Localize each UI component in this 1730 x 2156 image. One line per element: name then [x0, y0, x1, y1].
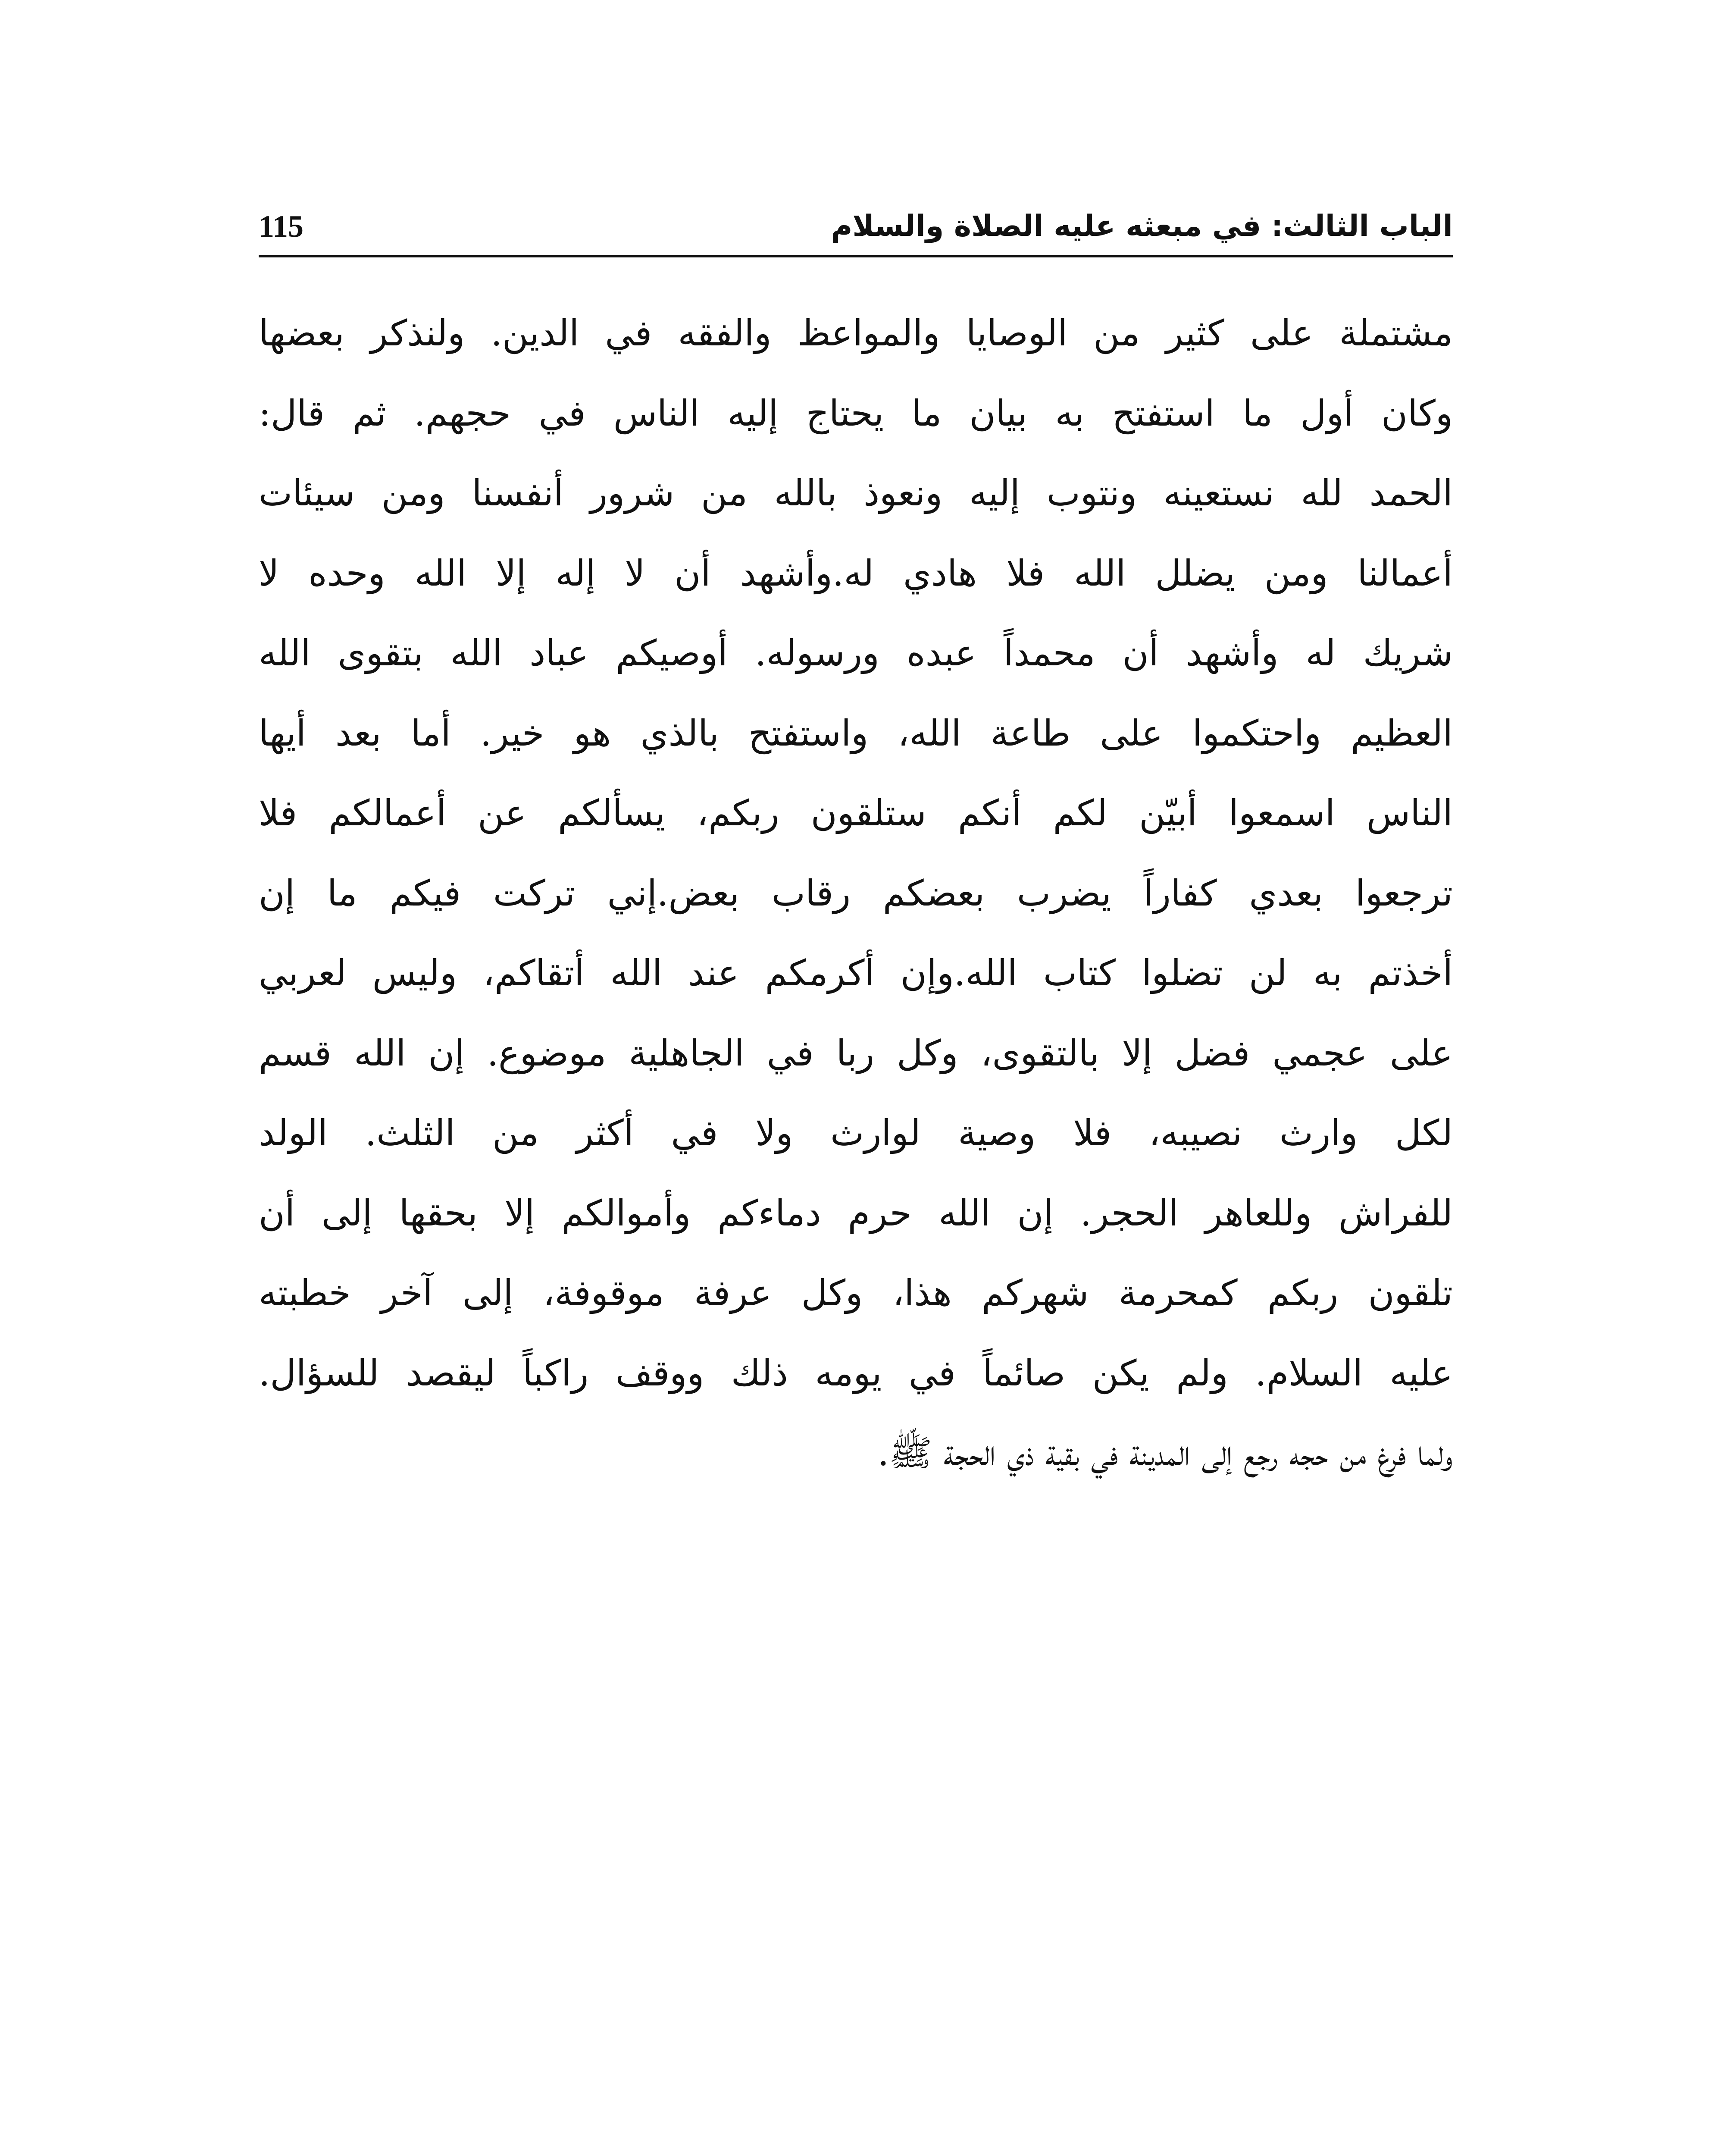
- page-number: 115: [259, 209, 304, 244]
- text-line: أعمالنا ومن يضلل الله فلا هادي له.وأشهد أن لا إله إلا الله وحده لا: [259, 552, 1453, 594]
- text-line: تلقون ربكم كمحرمة شهركم هذا، وكل عرفة موقوفة، إلى آخر خطبته: [259, 1272, 1453, 1314]
- text-line: الحمد لله نستعينه ونتوب إليه ونعوذ بالله من شرور أنفسنا ومن سيئات: [259, 472, 1453, 514]
- body-paragraph: [259, 293, 1453, 1493]
- text-line: مشتملة على كثير من الوصايا والمواعظ والفقه في الدين. ولنذكر بعضها: [259, 312, 1453, 354]
- text-line: ترجعوا بعدي كفاراً يضرب بعضكم رقاب بعض.إني تركت فيكم ما إن: [259, 872, 1453, 914]
- text-line: لكل وارث نصيبه، فلا وصية لوارث ولا في أكثر من الثلث. الولد: [259, 1112, 1453, 1154]
- text-line: شريك له وأشهد أن محمداً عبده ورسوله. أوصيكم عباد الله بتقوى الله: [259, 632, 1453, 674]
- text-line: العظيم واحتكموا على طاعة الله، واستفتح بالذي هو خير. أما بعد أيها: [259, 712, 1453, 754]
- text-line: أخذتم به لن تضلوا كتاب الله.وإن أكرمكم عند الله أتقاكم، وليس لعربي: [259, 952, 1453, 994]
- header-divider: [259, 255, 1453, 257]
- text-line: ولما فرغ من حجه رجع إلى المدينة في بقية ذي الحجة ﷺ.: [877, 1432, 1453, 1474]
- text-line: الناس اسمعوا أبيّن لكم أنكم ستلقون ربكم، يسألكم عن أعمالكم فلا: [259, 792, 1453, 834]
- text-line: على عجمي فضل إلا بالتقوى، وكل ربا في الجاهلية موضوع. إن الله قسم: [259, 1032, 1453, 1074]
- chapter-title: الباب الثالث: في مبعثه عليه الصلاة والسلام: [831, 209, 1453, 243]
- text-line: وكان أول ما استفتح به بيان ما يحتاج إليه الناس في حجهم. ثم قال:: [259, 392, 1453, 434]
- running-header: [259, 203, 1453, 259]
- text-line: عليه السلام. ولم يكن صائماً في يومه ذلك ووقف راكباً ليقصد للسؤال.: [259, 1352, 1453, 1394]
- text-line: للفراش وللعاهر الحجر. إن الله حرم دماءكم وأموالكم إلا بحقها إلى أن: [259, 1192, 1453, 1234]
